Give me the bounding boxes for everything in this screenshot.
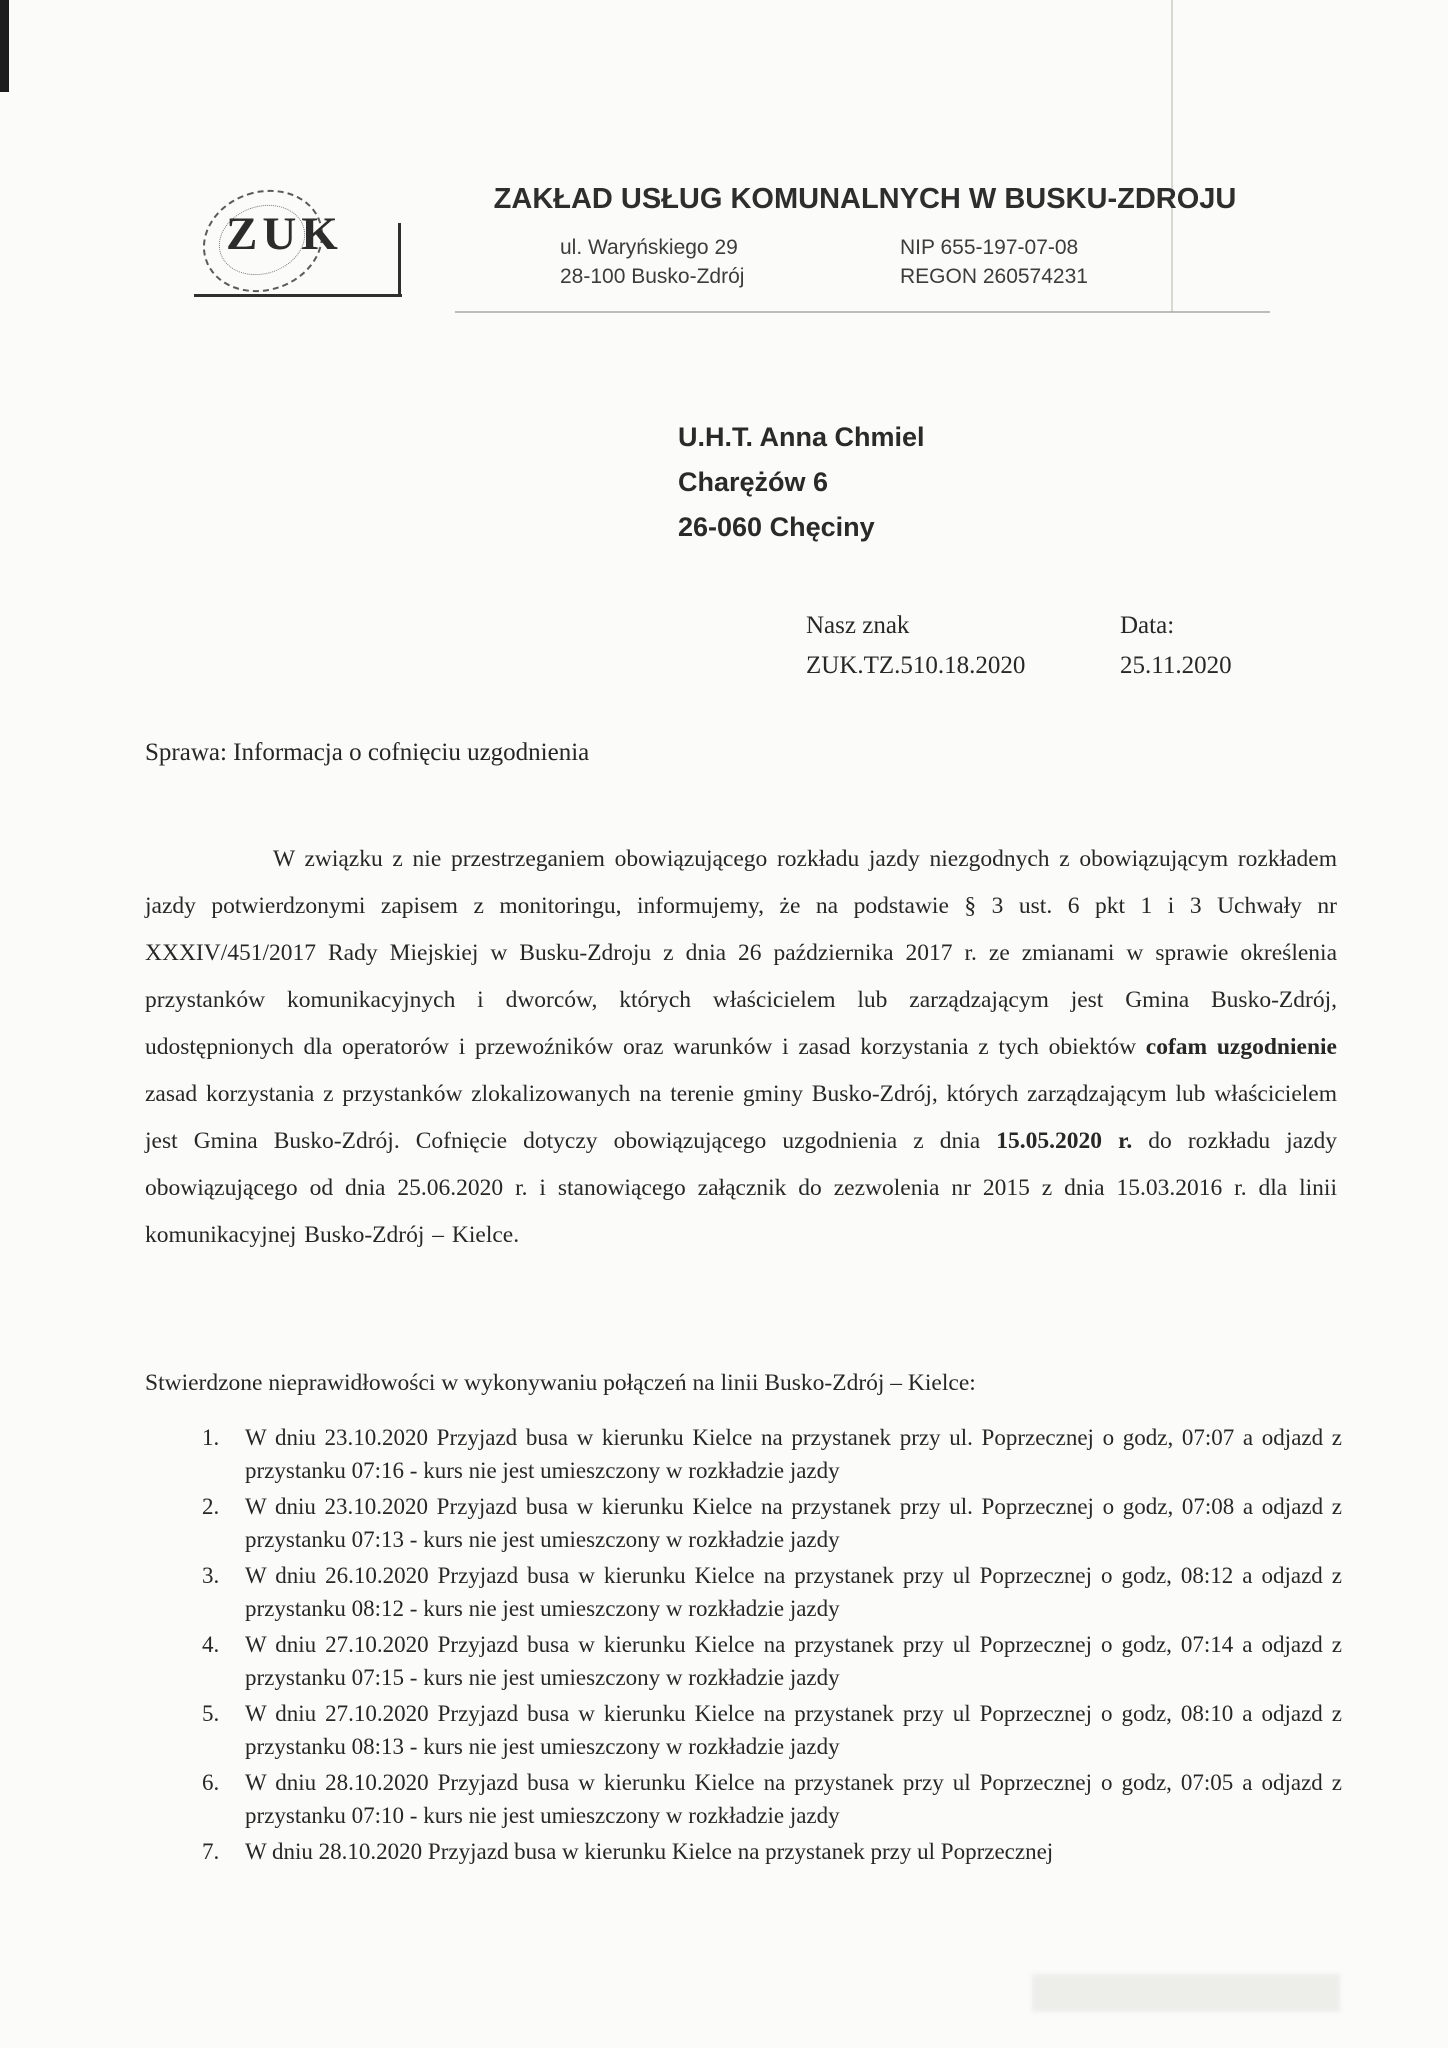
body-text-1: W związku z nie przestrzeganiem obowiązującego rozkładu jazdy niezgodnych z obowiązującym rozkładem jazdy potwierdzonymi zapisem z monitoringu, informujemy, że na podstawie § 3 ust. 6 pkt 1 i 3 Uchwały nr XXXIV/451/2017 Rady Miejskiej w Busku-Zdroju z dnia 26 października 2017 r. ze zmianami w sprawie określenia przystanków komunikacyjnych i dworców, których właścicielem lub zarządzającym jest Gmina Busko-Zdrój, udostępnionych dla operatorów i przewoźników oraz warunków i zasad korzystania z tych obiektów [145,846,1337,1060]
list-item-text: W dniu 27.10.2020 Przyjazd busa w kierunku Kielce na przystanek przy ul Poprzecznej o godz, 07:14 a odjazd z przystanku 07:15 - kurs nie jest umieszczony w rozkładzie jazdy [245,1632,1342,1690]
logo-vertical-bar [398,223,401,297]
scan-corner-mark [0,0,9,92]
list-item-text: W dniu 27.10.2020 Przyjazd busa w kierunku Kielce na przystanek przy ul Poprzecznej o godz, 08:10 a odjazd z przystanku 08:13 - kurs nie jest umieszczony w rozkładzie jazdy [245,1701,1342,1759]
list-item-number: 7. [202,1839,220,1864]
reference-number: ZUK.TZ.510.18.2020 [806,652,1026,679]
findings-intro: Stwierdzone nieprawidłowości w wykonywaniu połączeń na linii Busko-Zdrój – Kielce: [145,1370,976,1396]
list-item [202,1559,1342,1625]
body-bold-cofam-uzgodnienie: cofam uzgodnienie [1145,1034,1337,1060]
list-item [202,1766,1342,1832]
recipient-block [678,415,925,550]
reference-label: Nasz znak [806,612,910,639]
list-item-number: 1. [202,1425,220,1450]
list-item-number: 4. [202,1632,220,1657]
list-item-text: W dniu 28.10.2020 Przyjazd busa w kierunku Kielce na przystanek przy ul Poprzecznej o godz, 07:05 a odjazd z przystanku 07:10 - kurs nie jest umieszczony w rozkładzie jazdy [245,1770,1342,1828]
company-nip: NIP 655-197-07-08 [900,236,1079,259]
recipient-street: Charężów 6 [678,467,829,497]
list-item [202,1697,1342,1763]
list-item-number: 6. [202,1770,220,1795]
list-item-text: W dniu 23.10.2020 Przyjazd busa w kierunku Kielce na przystanek przy ul. Poprzecznej o godz, 07:07 a odjazd z przystanku 07:16 - kurs nie jest umieszczony w rozkładzie jazdy [245,1425,1342,1483]
list-item [202,1421,1342,1487]
header-divider [455,311,1270,313]
company-address-city: 28-100 Busko-Zdrój [560,265,745,288]
scan-fold-line [1171,0,1173,312]
logo-text: ZUK [226,208,343,260]
list-item [202,1835,1342,1868]
recipient-name: U.H.T. Anna Chmiel [678,422,925,452]
company-logo [150,185,420,315]
body-text-2: zasad korzystania z przystanków zlokalizowanych na terenie gminy Busko-Zdrój, których zarządzającym lub właścicielem jest Gmina Busko-Zdrój. Cofnięcie dotyczy obowiązującego uzgodnienia z dnia [145,1081,1337,1154]
list-item-text: W dniu 23.10.2020 Przyjazd busa w kierunku Kielce na przystanek przy ul. Poprzecznej o godz, 07:08 a odjazd z przystanku 07:13 - kurs nie jest umieszczony w rozkładzie jazdy [245,1494,1342,1552]
company-address [560,233,744,291]
date-label: Data: [1120,612,1175,639]
list-item [202,1490,1342,1556]
company-name: ZAKŁAD USŁUG KOMUNALNYCH W BUSKU-ZDROJU [493,183,1237,215]
body-text-3: do rozkładu jazdy obowiązującego od dnia 25.06.2020 r. i stanowiącego załącznik do zezwolenia nr 2015 z dnia 15.03.2016 r. dla linii komunikacyjnej Busko-Zdrój – Kielce. [145,1128,1338,1248]
list-item-number: 5. [202,1701,220,1726]
scan-smudge [1032,1974,1340,2012]
list-item-text: W dniu 26.10.2020 Przyjazd busa w kierunku Kielce na przystanek przy ul Poprzecznej o godz, 08:12 a odjazd z przystanku 08:12 - kurs nie jest umieszczony w rozkładzie jazdy [245,1563,1342,1621]
list-item-number: 2. [202,1494,220,1519]
findings-list [202,1421,1342,1871]
reference-block [806,606,1025,686]
company-ids [900,233,1088,291]
list-item [202,1628,1342,1694]
list-item-text: W dniu 28.10.2020 Przyjazd busa w kierunku Kielce na przystanek przy ul Poprzecznej [245,1839,1054,1864]
company-regon: REGON 260574231 [900,265,1088,288]
logo-underline [194,294,402,297]
date-value: 25.11.2020 [1120,652,1232,679]
date-block [1120,606,1232,686]
body-bold-date: 15.05.2020 r. [996,1128,1133,1154]
recipient-city: 26-060 Chęciny [678,512,875,542]
subject-line: Sprawa: Informacja o cofnięciu uzgodnienia [145,739,590,766]
body-paragraph [145,836,1337,1259]
company-address-street: ul. Waryńskiego 29 [560,236,738,259]
list-item-number: 3. [202,1563,220,1588]
